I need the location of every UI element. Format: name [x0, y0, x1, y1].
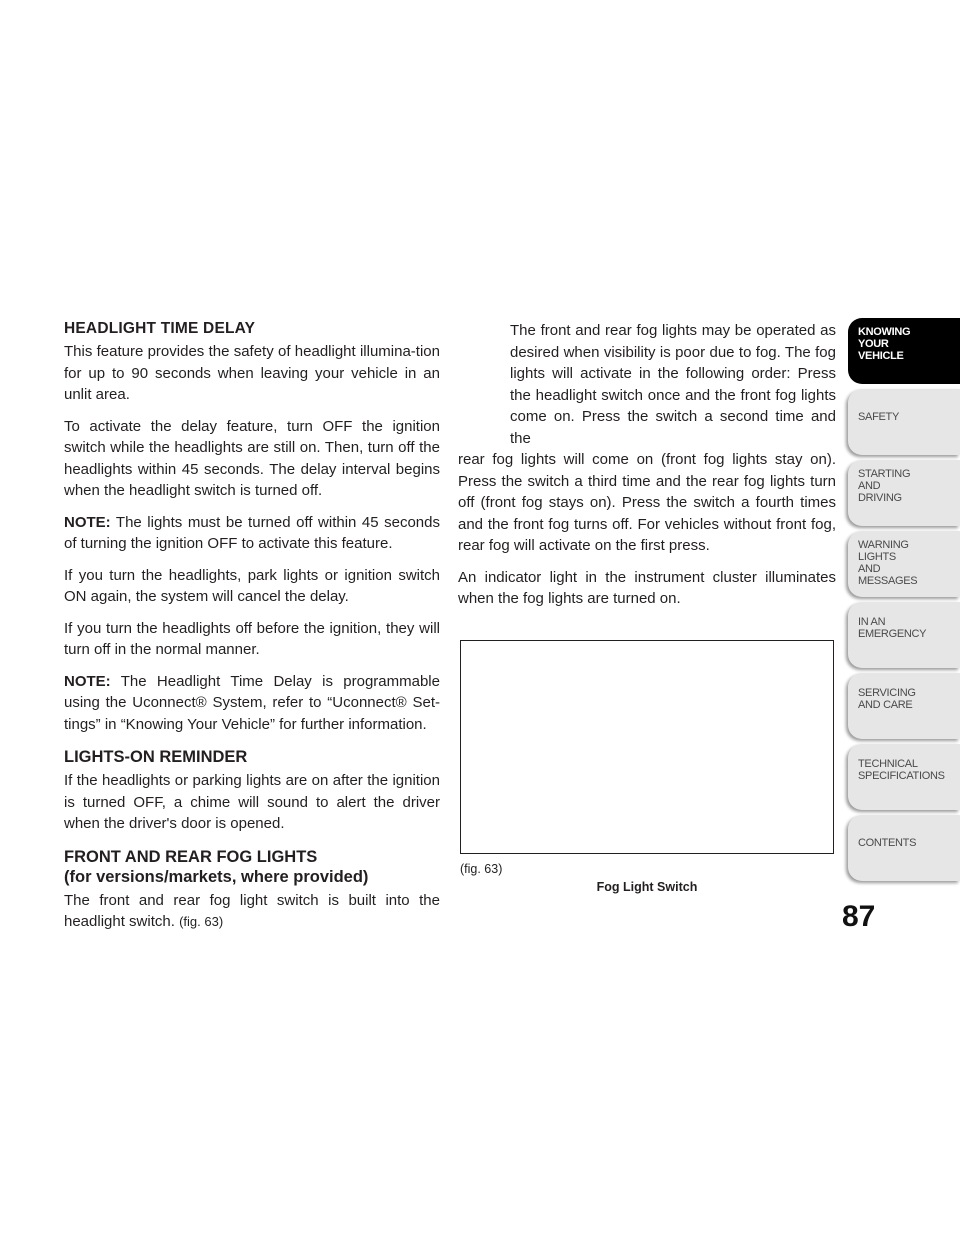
- paragraph: rear fog lights will come on (front fog lights stay on). Press the switch a third time and the rear fog lights turn off (front fog stays on). Press the switch a fourth times and the front fog turns off. For vehicles without front fog, rear fog will activate on the first press.: [458, 451, 836, 554]
- paragraph: If the headlights or parking lights are on after the ignition is turned OFF, a chime will sound to alert the driver when the driver's door is opened.: [64, 772, 440, 832]
- tab-label: STARTING AND DRIVING: [858, 468, 911, 504]
- right-column: [458, 320, 836, 620]
- tab-label: KNOWING YOUR VEHICLE: [858, 326, 911, 362]
- paragraph: If you turn the headlights, park lights or ignition switch ON again, the system will cancel the delay.: [64, 566, 440, 605]
- figure-image-placeholder: [460, 640, 834, 854]
- tab-label: SERVICING AND CARE: [858, 687, 916, 711]
- chapter-tabs: [848, 318, 960, 886]
- paragraph: [64, 890, 440, 933]
- note-paragraph: [64, 512, 440, 555]
- figure-reference-link[interactable]: (fig. 63): [179, 914, 224, 929]
- heading-headlight-time-delay: HEADLIGHT TIME DELAY: [64, 320, 256, 337]
- heading-fog-lights-subtitle: (for versions/markets, where provided): [64, 867, 369, 886]
- heading-fog-lights: FRONT AND REAR FOG LIGHTS: [64, 847, 318, 866]
- note-text: The Headlight Time Delay is programmable using the Uconnect® System, refer to “Uconnect® Set-tings” in “Knowing Your Vehicle” for further information.: [64, 672, 440, 733]
- paragraph: An indicator light in the instrument cluster illuminates when the fog lights are turned on.: [458, 568, 836, 607]
- tab-label: CONTENTS: [858, 837, 917, 849]
- paragraph-indented: The front and rear fog lights may be operated as desired when visibility is poor due to fog. The fog lights will activate in the following order: Press the headlight switch once and the front fog lights come on. Press the switch a second time and the: [510, 322, 836, 447]
- paragraph-text: The front and rear fog light switch is built into the headlight switch.: [64, 891, 440, 930]
- paragraph: If you turn the headlights off before the ignition, they will turn off in the normal manner.: [64, 619, 440, 658]
- note-label: NOTE:: [64, 672, 111, 690]
- tab-label: SAFETY: [858, 411, 899, 423]
- tab-label: WARNING LIGHTS AND MESSAGES: [858, 539, 918, 587]
- tab-servicing-and-care[interactable]: [848, 673, 960, 739]
- tab-warning-lights-and-messages[interactable]: [848, 531, 960, 597]
- note-label: NOTE:: [64, 513, 111, 531]
- tab-label: IN AN EMERGENCY: [858, 616, 927, 640]
- note-paragraph: [64, 671, 440, 736]
- tab-knowing-your-vehicle[interactable]: [848, 318, 960, 384]
- page-number: 87: [842, 900, 876, 933]
- note-text: The lights must be turned off within 45 seconds of turning the ignition OFF to activate this feature.: [64, 513, 440, 552]
- tab-safety[interactable]: [848, 389, 960, 455]
- paragraph: To activate the delay feature, turn OFF the ignition switch while the headlights are still on. Then, turn off the headlights within 45 seconds. The delay interval begins when the headlight switch is turned off.: [64, 417, 440, 499]
- tab-contents[interactable]: [848, 815, 960, 881]
- tab-technical-specifications[interactable]: [848, 744, 960, 810]
- left-column: [64, 320, 440, 943]
- heading-lights-on-reminder: LIGHTS-ON REMINDER: [64, 748, 248, 766]
- tab-label: TECHNICAL SPECIFICATIONS: [858, 758, 945, 782]
- figure-reference: (fig. 63): [460, 862, 503, 876]
- paragraph: This feature provides the safety of headlight illumina-tion for up to 90 seconds when leaving your vehicle in an unlit area.: [64, 343, 440, 403]
- figure-caption: Fog Light Switch: [596, 880, 698, 894]
- tab-in-an-emergency[interactable]: [848, 602, 960, 668]
- tab-starting-and-driving[interactable]: [848, 460, 960, 526]
